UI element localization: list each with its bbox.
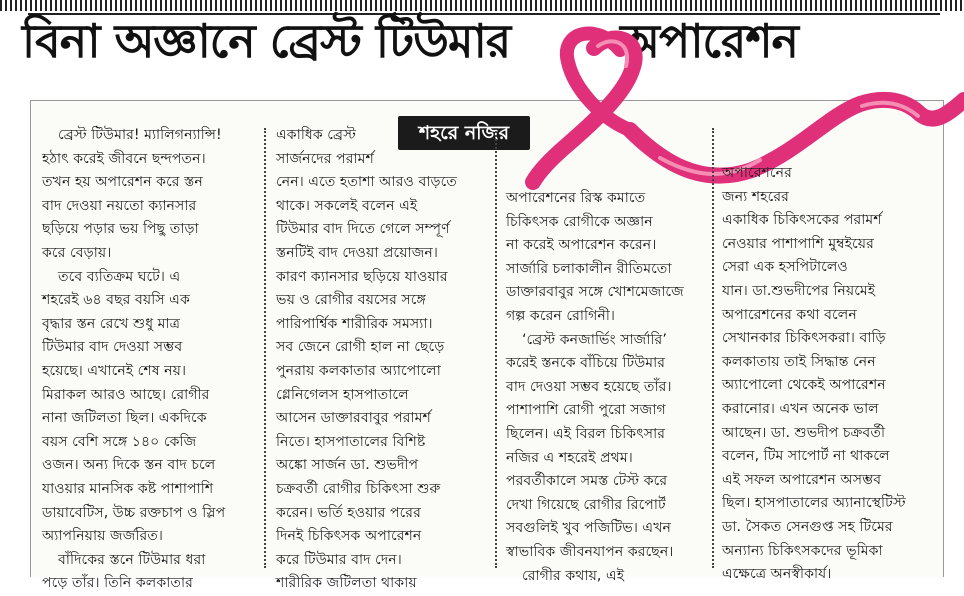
text-line: না করেই অপারেশন করেন।: [506, 237, 657, 254]
text-line: করে বেড়ায়।: [42, 244, 112, 261]
article-column-2: [276, 124, 457, 596]
text-line: থাকে। সকলেই বলেন এই: [276, 197, 418, 214]
text-line: নেওয়ার পাশাপাশি মুম্বইয়ের: [722, 235, 874, 252]
text-line: বলেন, টিম সাপোর্ট না থাকলে: [722, 448, 890, 465]
column-divider-3: [712, 128, 714, 568]
text-line: ডাক্তারবাবুর সঙ্গে খোশমেজাজে: [506, 284, 684, 301]
text-line: করেন। ভর্তি হওয়ার পরের: [276, 504, 421, 521]
text-line: চক্রবর্তী রোগীর চিকিৎসা শুরু: [276, 480, 441, 497]
headline-part-2: অপারেশন: [620, 14, 798, 68]
top-hatch-border: [0, 0, 964, 11]
text-line: সার্জারি চলাকালীন রীতিমতো: [506, 260, 672, 277]
text-line: টিউমার বাদ দিতে গেলে সম্পূর্ণ: [276, 221, 450, 238]
text-line: শহরেই ৬৪ বছর বয়সি এক: [42, 292, 190, 309]
text-line: ছিল। হাসপাতালের অ্যানাস্থেটিস্ট: [722, 495, 906, 512]
text-line: একাধিক চিকিৎসকের পরামর্শ: [722, 212, 882, 229]
headline: [22, 14, 798, 68]
text-line: ডা. সৈকত সেনগুপ্ত সহ টিমের: [722, 518, 893, 535]
text-line: গল্প করেন রোগিনী।: [506, 307, 615, 324]
text-line: যান। ডা.শুভদীপের নিয়মেই: [722, 282, 876, 299]
text-line: ভয় ও রোগীর বয়সের সঙ্গে: [276, 292, 426, 309]
text-line: বাদ দেওয়া নয়তো ক্যানসার: [42, 197, 197, 214]
text-line: মিরাকল আরও আছে। রোগীর: [42, 386, 210, 403]
column-divider-1: [264, 128, 266, 568]
text-line: এই সফল অপারেশন অসম্ভব: [722, 471, 882, 488]
text-line: একাধিক ব্রেস্ট: [276, 127, 357, 143]
text-line: পুনরায় কলকাতার অ্যাপোলো: [276, 362, 441, 379]
article-column-4: [722, 162, 906, 587]
text-line: হঠাৎ করেই জীবনে ছন্দপতন।: [42, 150, 206, 167]
text-line: সবগুলিই খুব পজিটিভ। এখন: [506, 520, 671, 537]
text-line: ছিলেন। এই বিরল চিকিৎসার: [506, 425, 666, 442]
article-column-3: [506, 187, 684, 588]
text-line: জন্য শহরের: [722, 188, 789, 205]
article-column-1: [42, 124, 225, 596]
text-line: যাওয়ার মানসিক কষ্ট পাশাপাশি: [42, 480, 214, 497]
text-line: অঙ্কো সার্জন ডা. শুভদীপ: [276, 457, 419, 474]
text-line: হয়েছে। এখানেই শেষ নয়।: [42, 362, 187, 379]
text-line: ‘ব্রেস্ট কনজার্ভিং সার্জারি’: [522, 331, 667, 348]
text-line: নজির এ শহরেই প্রথম।: [506, 449, 633, 466]
text-line: করেই স্তনকে বাঁচিয়ে টিউমার: [506, 355, 666, 372]
text-line: বৃদ্ধার স্তন রেখে শুধু মাত্র: [42, 315, 181, 332]
text-line: বয়স বেশি সঙ্গে ১৪০ কেজি: [42, 433, 197, 450]
text-line: ওজন। অন্য দিকে স্তন বাদ চলে: [42, 457, 216, 474]
column-divider-2: [495, 128, 497, 568]
text-line: দিনই চিকিৎসক অপারেশন: [276, 528, 422, 545]
text-line: নেন। এতে হতাশা আরও বাড়তে: [276, 174, 457, 191]
text-line: অ্যাপনিয়ায় জর্জরিত।: [42, 528, 163, 545]
text-line: নানা জটিলতা ছিল। একদিকে: [42, 410, 207, 427]
text-line: পরবর্তীকালে সমস্ত টেস্ট করে: [506, 473, 668, 490]
text-line: চিকিৎসক রোগীকে অজ্ঞান: [506, 213, 653, 230]
text-line: রোগীর কথায়, এই: [522, 567, 625, 584]
section-tag: শহরে নজির: [398, 116, 530, 150]
text-line: ছড়িয়ে পড়ার ভয় পিছু তাড়া: [42, 221, 199, 238]
text-line: পড়ে তাঁর। তিনি কলকাতার: [42, 575, 193, 592]
text-line: সব জেনে রোগী হাল না ছেড়ে: [276, 339, 445, 356]
text-line: কলকাতায় তাই সিদ্ধান্ত নেন: [722, 353, 876, 370]
text-line: সেরা এক হসপিটালেও: [722, 259, 848, 276]
text-line: পাশাপাশি রোগী পুরো সজাগ: [506, 402, 666, 419]
text-line: আছেন। ডা. শুভদীপ চক্রবর্তী: [722, 424, 886, 441]
text-line: করে টিউমার বাদ দেন।: [276, 551, 402, 568]
text-line: এক্ষেত্রে অনস্বীকার্য।: [722, 566, 832, 583]
text-line: শারীরিক জটিলতা থাকায়: [276, 575, 417, 592]
text-line: স্বাভাবিক জীবনযাপন করছেন।: [506, 543, 674, 560]
text-line: পারিপার্শ্বিক শারীরিক সমস্যা।: [276, 315, 433, 332]
text-line: স্তনটিই বাদ দেওয়া প্রয়োজন।: [276, 244, 438, 261]
text-line: অন্যান্য চিকিৎসকদের ভূমিকা: [722, 542, 883, 559]
text-line: বাঁদিকের স্তনে টিউমার ধরা: [58, 551, 206, 568]
text-line: করানোর। এখন অনেক ভাল: [722, 400, 879, 417]
text-line: ডায়াবেটিস, উচ্চ রক্তচাপ ও স্লিপ: [42, 504, 226, 521]
text-line: অপারেশনের রিস্ক কমাতে: [506, 190, 646, 206]
text-line: সার্জনদের পরামর্শ: [276, 150, 374, 167]
text-line: অ্যাপোলো থেকেই অপারেশন: [722, 377, 886, 394]
text-line: আসেন ডাক্তারবাবুর পরামর্শ: [276, 410, 431, 427]
text-line: নিতে। হাসপাতালের বিশিষ্ট: [276, 433, 426, 450]
text-line: গ্লেনিগেলস হাসপাতালে: [276, 386, 409, 403]
headline-part-1: বিনা অজ্ঞানে ব্রেস্ট টিউমার: [22, 14, 511, 68]
text-line: টিউমার বাদ দেওয়া সম্ভব: [42, 339, 183, 356]
text-line: দেখা গিয়েছে রোগীর রিপোর্ট: [506, 496, 666, 513]
text-line: কারণ ক্যানসার ছড়িয়ে যাওয়ার: [276, 268, 448, 285]
text-line: বাদ দেওয়া সম্ভব হয়েছে তাঁর।: [506, 378, 672, 395]
text-line: সেখানকার চিকিৎসকরা। বাড়ি: [722, 330, 886, 347]
text-line: তখন হয় অপারেশন করে স্তন: [42, 174, 203, 191]
text-line: অপারেশনের: [722, 165, 792, 181]
text-line: তবে ব্যতিক্রম ঘটে। এ: [58, 268, 181, 285]
text-line: অপারেশনের কথা বলেন: [722, 306, 857, 323]
text-line: ব্রেস্ট টিউমার! ম্যালিগন্যান্সি!: [58, 127, 222, 143]
